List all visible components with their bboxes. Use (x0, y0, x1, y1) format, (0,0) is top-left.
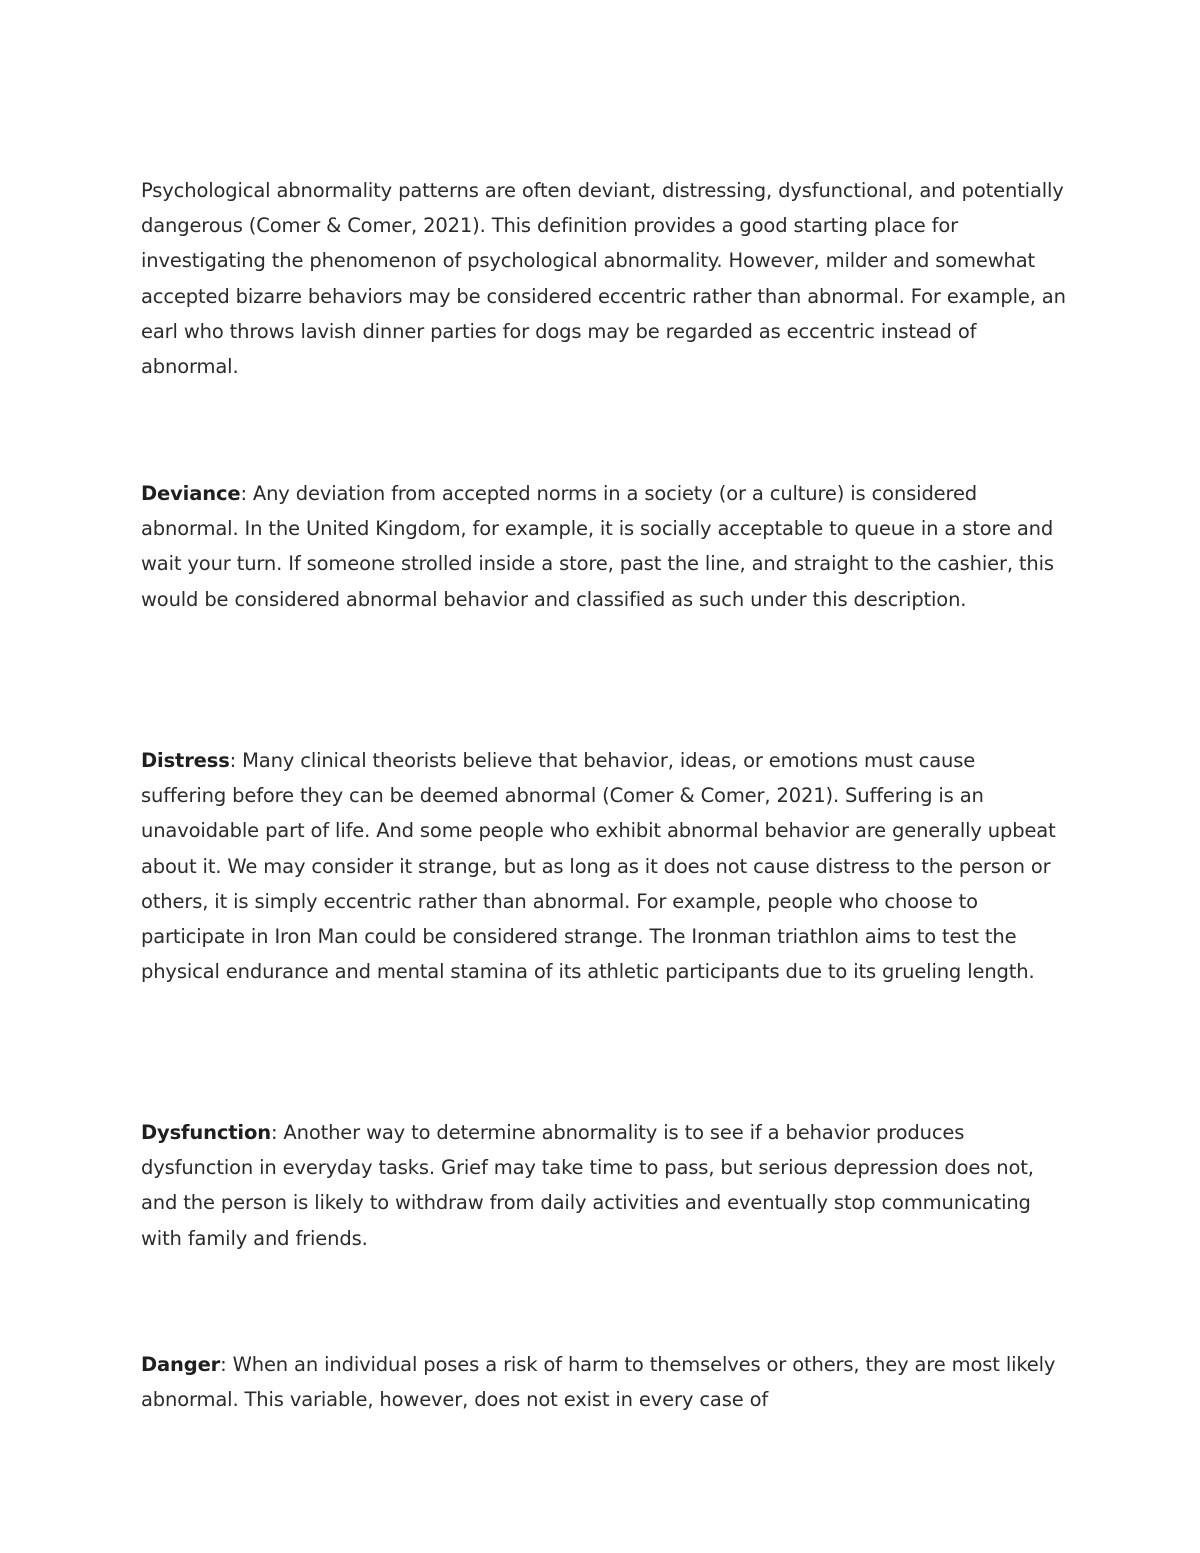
deviance-paragraph (141, 476, 1066, 617)
deviance-term: Deviance (141, 482, 241, 505)
dysfunction-term: Dysfunction (141, 1121, 271, 1144)
danger-text: : When an individual poses a risk of harm to themselves or others, they are most likely abnormal. This variable, however, does not exist in every case of (141, 1353, 1056, 1412)
dysfunction-paragraph (141, 1115, 1066, 1256)
dysfunction-text: : Another way to determine abnormality is to see if a behavior produces dysfunction in everyday tasks. Grief may take time to pass, but serious depression does not, and the person is likely to withdraw from daily activities and eventually stop communicating with family and friends. (141, 1121, 1034, 1250)
danger-paragraph (141, 1347, 1066, 1417)
intro-paragraph: Psychological abnormality patterns are often deviant, distressing, dysfunctional, and potentially dangerous (Comer & Comer, 2021). This definition provides a good starting place for investigating the phenomenon of psychological abnormality. However, milder and somewhat accepted bizarre behaviors may be considered eccentric rather than abnormal. For example, an earl who throws lavish dinner parties for dogs may be regarded as eccentric instead of abnormal. (141, 179, 1066, 379)
deviance-text: : Any deviation from accepted norms in a society (or a culture) is considered abnormal. In the United Kingdom, for example, it is socially acceptable to queue in a store and wait your turn. If someone strolled inside a store, past the line, and straight to the cashier, this would be considered abnormal behavior and classified as such under this description. (141, 482, 1054, 611)
distress-text: : Many clinical theorists believe that behavior, ideas, or emotions must cause suffering before they can be deemed abnormal (Comer & Comer, 2021). Suffering is an unavoidable part of life. And some people who exhibit abnormal behavior are generally upbeat about it. We may consider it strange, but as long as it does not cause distress to the person or others, it is simply eccentric rather than abnormal. For example, people who choose to participate in Iron Man could be considered strange. The Ironman triathlon aims to test the physical endurance and mental stamina of its athletic participants due to its grueling length. (141, 749, 1056, 984)
danger-term: Danger (141, 1353, 221, 1376)
distress-term: Distress (141, 749, 230, 772)
distress-paragraph (141, 743, 1066, 989)
